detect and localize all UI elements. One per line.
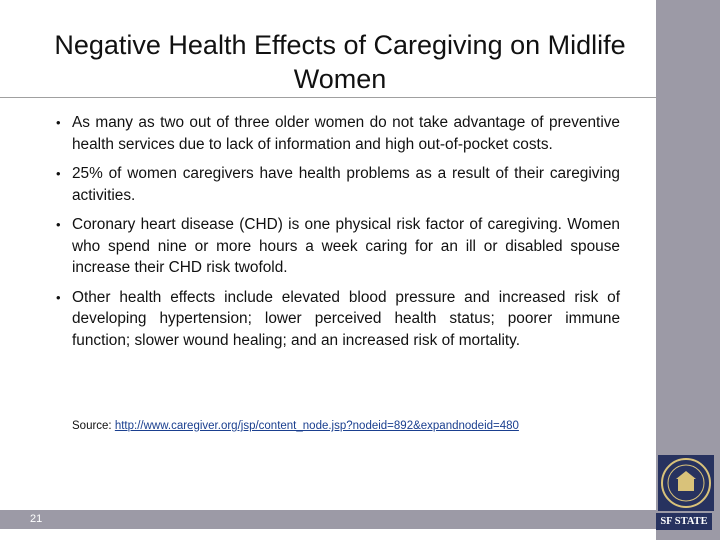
bullet-text: 25% of women caregivers have health problems as a result of their caregiving activities. [72,165,620,204]
title-divider [0,97,656,98]
page-number: 21 [30,513,43,525]
university-seal-icon [658,455,714,511]
bullet-item [56,214,620,279]
source-citation [72,420,519,432]
bullet-icon: • [56,217,61,232]
bullet-item [56,112,620,155]
sf-state-logo: SF STATE [656,513,712,530]
footer-band [0,510,656,529]
bullet-icon: • [56,166,61,181]
source-link[interactable]: http://www.caregiver.org/jsp/content_node.jsp?nodeid=892&expandnodeid=480 [114,420,519,432]
bullet-list [56,112,620,359]
bullet-icon: • [56,289,61,305]
slide-title: Negative Health Effects of Caregiving on Midlife Women [54,30,626,94]
bullet-text: Coronary heart disease (CHD) is one physical risk factor of caregiving. Women who spend nine or more hours a week caring for an ill or disabled spouse increase their CHD risk twofold. [72,216,620,276]
bullet-text: As many as two out of three older women do not take advantage of preventive health services due to lack of information and high out-of-pocket costs. [72,114,620,153]
bullet-item [56,287,620,352]
source-label: Source: [72,420,112,432]
bullet-icon: • [56,115,61,130]
bullet-item [56,163,620,206]
bullet-text: Other health effects include elevated blood pressure and increased risk of developing hypertension; lower perceived health status; poorer immune function; slower wound healing; and an increased risk of mortality. [72,288,620,349]
